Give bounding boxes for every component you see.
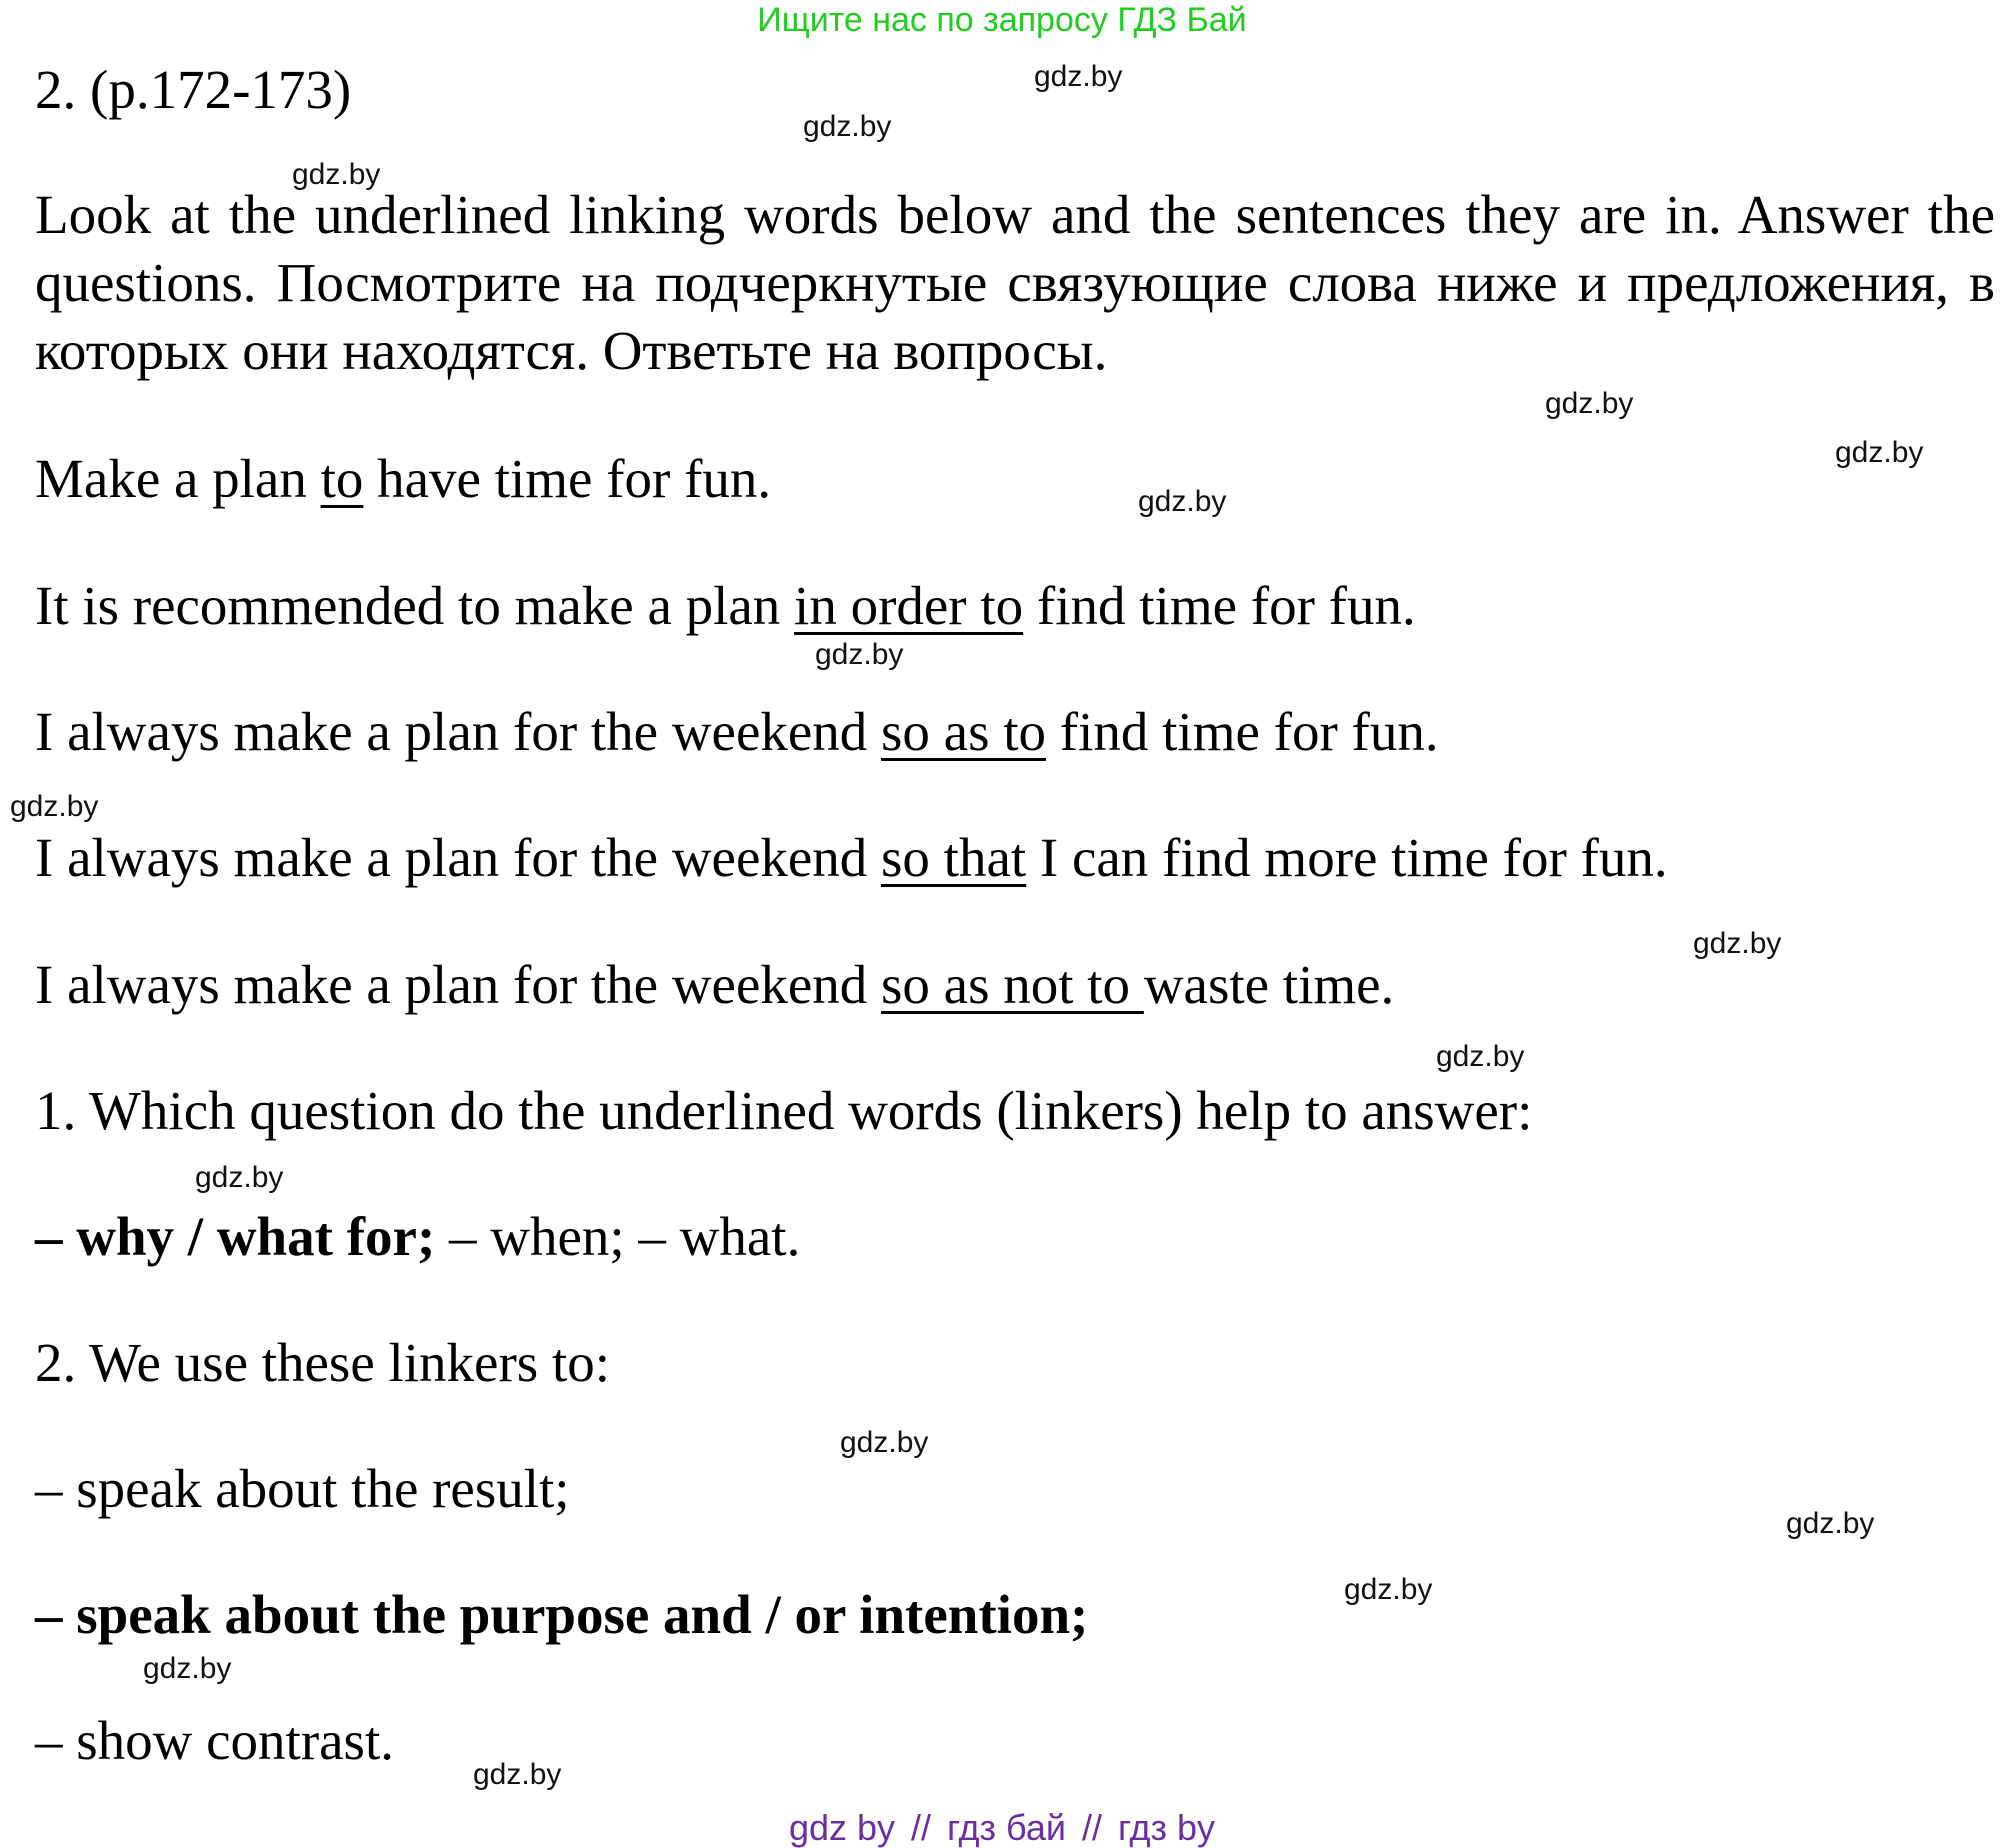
promo-link[interactable]: Ищите нас по запросу ГДЗ Бай [757,1,1247,39]
linker: so that [881,827,1027,888]
linker: to [320,448,364,509]
sentence-text: find time for fun. [1046,701,1439,762]
sentence-text: I always make a plan for the weekend [35,701,882,762]
other-options: – when; – what. [435,1206,801,1267]
watermark: gdz.by [10,790,99,823]
linker: so as not to [881,954,1144,1015]
question-2-option-3: – show contrast. [35,1710,394,1771]
watermark: gdz.by [473,1758,562,1791]
correct-answer: – why / what for; [35,1206,436,1267]
sentence-text: Make a plan [35,448,321,509]
sentence-text: I always make a plan for the weekend [35,954,882,1015]
footer-link-gdz-by[interactable]: gdz by [788,1807,896,1848]
sentence-text: find time for fun. [1023,575,1416,636]
sentence-text: It is recommended to make a plan [35,575,795,636]
watermark: gdz.by [840,1426,929,1459]
task-number: 2. (p.172-173) [35,59,352,120]
question-2: 2. We use these linkers to: [35,1332,611,1393]
footer-separator: // [1081,1807,1102,1848]
example-sentence-3 [35,700,1439,764]
watermark: gdz.by [1835,436,1924,469]
sentence-text: have time for fun. [363,448,772,509]
example-sentence-4 [35,826,1668,890]
watermark: gdz.by [1344,1573,1433,1606]
question-1: 1. Which question do the underlined words (linkers) help to answer: [35,1080,1533,1141]
sentence-text: waste time. [1143,954,1395,1015]
question-2-option-1: – speak about the result; [35,1458,570,1519]
watermark: gdz.by [195,1161,284,1194]
footer-separator: // [911,1807,932,1848]
sentence-text: I always make a plan for the weekend [35,827,882,888]
watermark: gdz.by [1034,60,1123,93]
watermark: gdz.by [1436,1040,1525,1073]
watermark: gdz.by [1545,387,1634,420]
linker: in order to [794,575,1024,636]
task-instruction: Look at the underlined linking words below and the sentences they are in. Answer the questions. Посмотрите на подчеркнутые связующие слова ниже и предложения, в которых они находятся. Ответьте на вопросы. [35,184,1995,381]
example-sentence-5 [35,953,1394,1017]
watermark: gdz.by [292,158,381,191]
example-sentence-1 [35,447,771,511]
footer-link-gdz-bai[interactable]: гдз бай [947,1807,1066,1848]
linker: so as to [881,701,1047,762]
watermark: gdz.by [1138,485,1227,518]
question-2-option-2-correct: – speak about the purpose and / or intention; [35,1584,1089,1645]
question-1-answer [35,1205,800,1269]
watermark: gdz.by [143,1652,232,1685]
example-sentence-2 [35,574,1416,638]
watermark: gdz.by [1786,1507,1875,1540]
watermark: gdz.by [815,638,904,671]
sentence-text: I can find more time for fun. [1026,827,1668,888]
watermark: gdz.by [1693,927,1782,960]
footer-links [0,1808,2004,1848]
watermark: gdz.by [803,110,892,143]
footer-link-gdz-by-ru[interactable]: гдз by [1118,1807,1216,1848]
